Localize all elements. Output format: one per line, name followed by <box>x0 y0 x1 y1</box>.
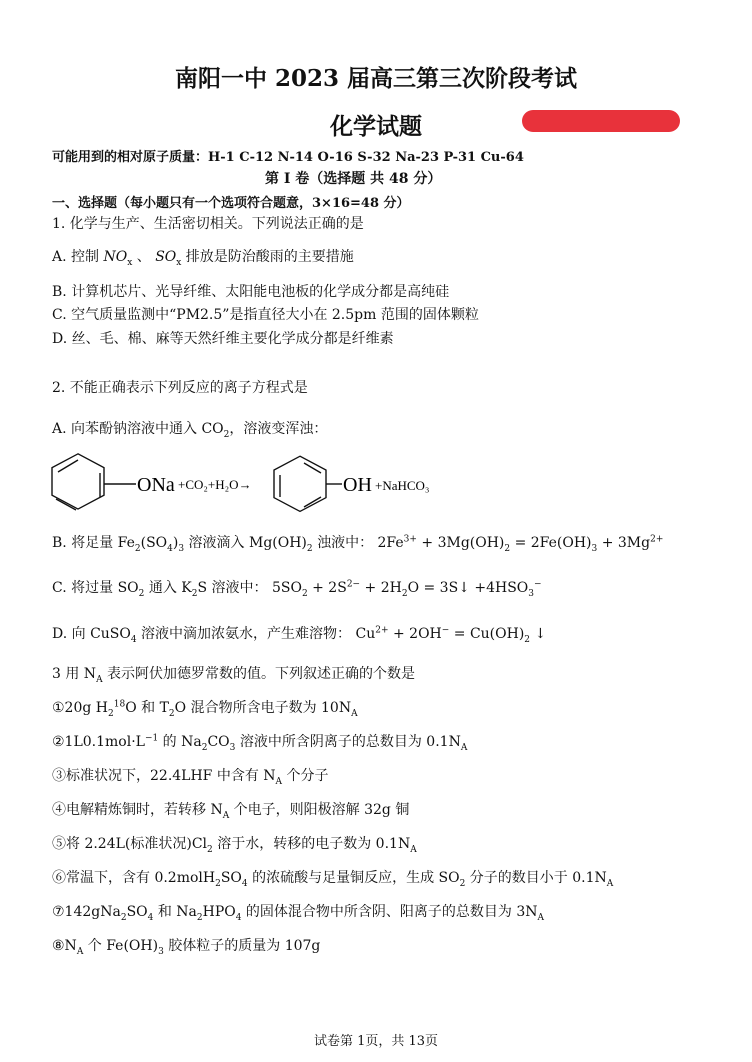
nahco3-label: +NaHCO₃ <box>375 478 430 493</box>
q2-d-6: = Cu(OH) <box>449 626 525 642</box>
q3-item-1 <box>52 697 358 719</box>
q3-i4-b: A <box>222 810 230 821</box>
page-footer: 试卷第 1页，共 13页 <box>313 1034 439 1049</box>
q3-i6-f: 2 <box>459 878 466 889</box>
q2-c-8: + 2H <box>360 580 402 596</box>
q3-i1-c: 18 <box>113 699 126 710</box>
q1-a-nox-sub: x <box>127 257 133 268</box>
q3-i8-a: ⑧N <box>52 938 77 954</box>
q2-c-5: 2 <box>301 588 308 599</box>
q2-b-11: 2 <box>504 543 511 554</box>
q3-i7-g: HPO <box>202 904 236 920</box>
q1-option-d: D. 丝、毛、棉、麻等天然纤维主要化学成分都是纤维素 <box>52 331 394 347</box>
ona-label: ONa <box>137 474 175 496</box>
benzene-ring-phenoxide <box>52 454 136 510</box>
q2-stem: 2. 不能正确表示下列反应的离子方程式是 <box>52 380 308 396</box>
q2-b-9: 3+ <box>403 534 417 545</box>
q3-i6-h: A <box>606 878 614 889</box>
q2-a-tail: ，溶液变浑浊： <box>229 421 328 437</box>
q3-i2-d: 2 <box>201 742 208 753</box>
q2-b-4: ) <box>172 535 179 551</box>
q3-i1-d: O 和 T <box>125 700 169 716</box>
benzene-ring-phenol <box>274 456 342 511</box>
q3-i2-h: A <box>460 742 468 753</box>
q3-i7-e: 和 Na <box>153 904 197 920</box>
q3-i6-g: 分子的数目小于 0.1N <box>465 870 607 886</box>
q3-item-5 <box>52 833 417 855</box>
q2-option-c <box>52 577 542 599</box>
q3-i5-c: 溶于水，转移的电子数为 0.1N <box>212 836 411 852</box>
q2-c-4: S 溶液中： 5SO <box>197 580 302 596</box>
q1-a-sep: 、 <box>132 249 156 265</box>
q1-option-a <box>52 246 354 268</box>
q3-i7-a: ⑦142gNa <box>52 904 121 920</box>
q2-c-2: 通入 K <box>144 580 192 596</box>
part-title: 一、选择题（每小题只有一个选项符合题意，3×16=48 分） <box>52 196 410 211</box>
q2-b-1: 2 <box>134 543 141 554</box>
q3-i3-b: A <box>275 776 283 787</box>
q3-item-4 <box>52 799 409 821</box>
q3-i8-d: 3 <box>158 946 164 957</box>
q3-i2-f: 3 <box>229 742 236 753</box>
q2-b-8: 浊液中： 2Fe <box>312 535 404 551</box>
q3-stem-tail: 表示阿伏加德罗常数的值。下列叙述正确的个数是 <box>102 666 416 682</box>
q3-i7-d: 4 <box>147 912 154 923</box>
q3-stem <box>52 663 415 685</box>
q2-option-a <box>52 418 327 440</box>
q3-i1-f: O 混合物所含电子数为 10N <box>174 700 352 716</box>
q3-i6-b: 2 <box>215 878 221 889</box>
q2-c-6: + 2S <box>307 580 347 596</box>
q2-b-3: 4 <box>167 543 173 554</box>
q3-i2-b: −1 <box>144 733 159 744</box>
q3-i2-a: ②1L0.1mol·L <box>52 734 145 750</box>
q2-d-0: D. 向 CuSO <box>52 626 131 642</box>
reagents-label: +CO₂+H₂O→ <box>178 477 252 492</box>
q2-b-10: + 3Mg(OH) <box>416 535 505 551</box>
q1-a-tail: 排放是防治酸雨的主要措施 <box>181 249 354 265</box>
redaction-mark <box>522 110 680 132</box>
q3-i7-c: SO <box>126 904 148 920</box>
q2-b-5: 3 <box>178 543 185 554</box>
q3-i2-c: 的 Na <box>158 734 202 750</box>
q1-option-b: B. 计算机芯片、光导纤维、太阳能电池板的化学成分都是高纯硅 <box>52 284 450 300</box>
q3-i7-f: 2 <box>196 912 203 923</box>
q2-option-b <box>52 532 663 554</box>
q3-i6-c: SO <box>220 870 242 886</box>
q3-i5-d: A <box>410 844 417 855</box>
q2-b-14: + 3Mg <box>597 535 651 551</box>
q3-i7-h: 4 <box>235 912 242 923</box>
exam-subtitle: 化学试题 <box>330 113 422 140</box>
q2-d-8: ↓ <box>530 626 547 642</box>
q2-c-1: 2 <box>138 588 145 599</box>
q2-c-0: C. 将过量 SO <box>52 580 139 596</box>
q3-i7-j: A <box>537 912 545 923</box>
oh-label: OH <box>343 474 372 496</box>
q1-a-sox-sub: x <box>176 257 182 268</box>
q3-i6-d: 4 <box>241 878 248 889</box>
q3-i6-a: ⑥常温下，含有 0.2molH <box>52 870 216 886</box>
q3-item-2 <box>52 731 467 753</box>
q3-i8-b: A <box>76 946 84 957</box>
q3-i2-e: CO <box>207 734 230 750</box>
q1-stem: 1. 化学与生产、生活密切相关。下列说法正确的是 <box>52 216 364 232</box>
q3-i4-c: 个电子，则阳极溶解 32g 铜 <box>229 802 410 818</box>
q2-b-12: = 2Fe(OH) <box>510 535 592 551</box>
q1-a-nox: NO <box>103 249 128 265</box>
reaction-structure <box>48 455 448 515</box>
volume-title: 第 I 卷（选择题 共 48 分） <box>265 171 442 187</box>
q3-i3-a: ③标准状况下，22.4LHF 中含有 N <box>52 768 276 784</box>
q3-i5-a: ⑤将 2.24L(标准状况)Cl <box>52 836 208 852</box>
q2-b-0: B. 将足量 Fe <box>52 535 135 551</box>
q2-d-5: − <box>441 625 450 636</box>
q3-i1-g: A <box>351 708 358 719</box>
q3-i3-c: 个分子 <box>282 768 329 784</box>
q1-option-c: C. 空气质量监测中“PM2.5”是指直径大小在 2.5pm 范围的固体颗粒 <box>52 307 479 323</box>
q3-stem-0: 3 用 N <box>52 666 97 682</box>
q3-i5-b: 2 <box>207 844 213 855</box>
q1-a-sox: SO <box>155 249 177 265</box>
q2-b-15: 2+ <box>650 534 664 545</box>
q3-i1-b: 2 <box>108 708 114 719</box>
q2-c-9: 2 <box>401 588 408 599</box>
q2-c-7: 2− <box>346 579 361 590</box>
q3-i1-e: 2 <box>168 708 175 719</box>
q2-a-sub: 2 <box>223 429 230 440</box>
q2-c-11: 3 <box>528 588 535 599</box>
q2-c-10: O = 3S↓ +4HSO <box>407 580 529 596</box>
q2-b-2: (SO <box>140 535 168 551</box>
q3-item-7 <box>52 901 544 923</box>
q2-a-text: A. 向苯酚钠溶液中通入 CO <box>52 421 224 437</box>
q2-option-d <box>52 623 546 645</box>
q3-i8-e: 胶体粒子的质量为 107g <box>163 938 321 954</box>
q2-d-4: + 2OH <box>388 626 442 642</box>
q3-i1-a: ①20g H <box>52 700 108 716</box>
q3-i4-a: ④电解精炼铜时，若转移 N <box>52 802 223 818</box>
q2-d-1: 4 <box>130 634 137 645</box>
q3-item-3 <box>52 765 329 787</box>
q3-i8-c: 个 Fe(OH) <box>83 938 159 954</box>
q3-i2-g: 溶液中所含阴离子的总数目为 0.1N <box>235 734 461 750</box>
q2-reaction-scheme <box>48 455 448 519</box>
q2-b-7: 2 <box>306 543 313 554</box>
q3-item-6 <box>52 867 613 889</box>
q2-d-2: 溶液中滴加浓氨水，产生难溶物： Cu <box>136 626 376 642</box>
q3-i7-i: 的固体混合物中所含阴、阳离子的总数目为 3N <box>241 904 538 920</box>
q2-c-11s: − <box>534 579 542 590</box>
q3-i6-e: 的浓硫酸与足量铜反应，生成 SO <box>247 870 460 886</box>
q2-c-3: 2 <box>191 588 198 599</box>
atomic-masses: 可能用到的相对原子质量：H-1 C-12 N-14 O-16 S-32 Na-23 P-31 Cu-64 <box>52 150 524 165</box>
q2-d-3: 2+ <box>375 625 389 636</box>
q2-d-7: 2 <box>524 634 531 645</box>
q1-a-text: A. 控制 <box>52 249 104 265</box>
q2-b-13: 3 <box>591 543 598 554</box>
q3-i7-b: 2 <box>120 912 127 923</box>
q2-b-6: 溶液滴入 Mg(OH) <box>184 535 307 551</box>
q3-item-8 <box>52 935 320 957</box>
exam-title: 南阳一中 2023 届高三第三次阶段考试 <box>174 65 578 92</box>
q3-stem-sub: A <box>96 674 103 685</box>
